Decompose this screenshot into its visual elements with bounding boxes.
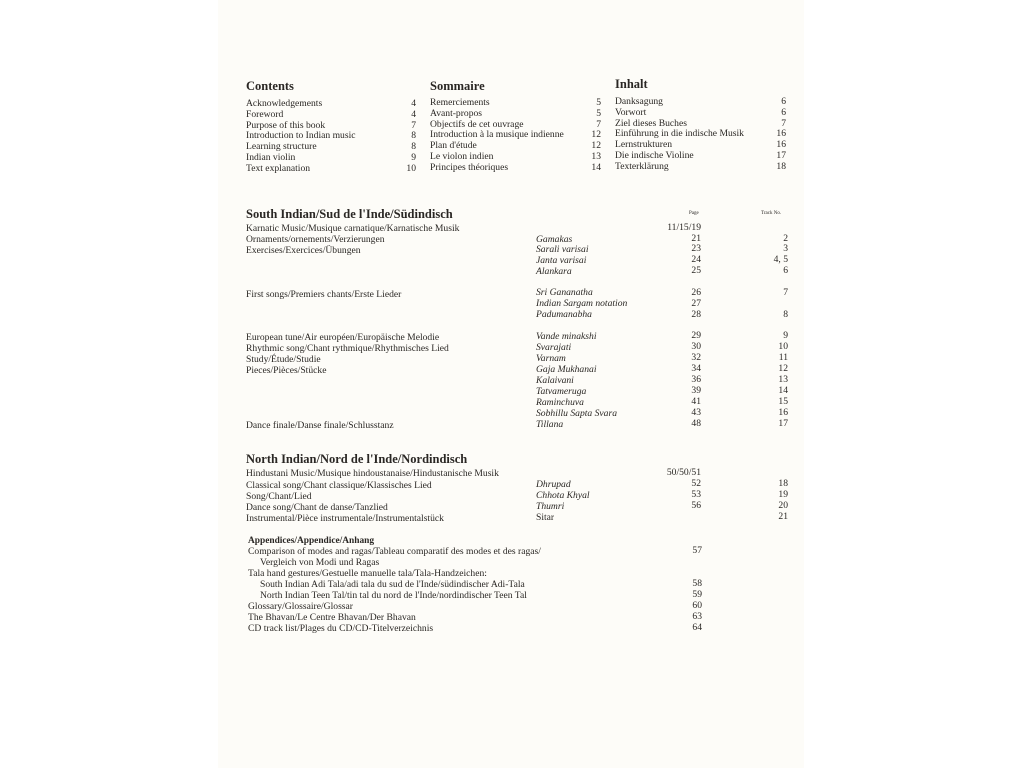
page-number: 53 xyxy=(691,489,701,500)
piece-title: Tillana xyxy=(536,419,564,430)
track-number: 17 xyxy=(778,418,788,429)
toc-fr-label: Objectifs de cet ouvrage xyxy=(430,119,524,130)
toc-de-page: 6 xyxy=(781,96,786,107)
piece-title: Alankara xyxy=(536,266,572,277)
document-page xyxy=(218,0,804,768)
page-number: 52 xyxy=(691,478,701,489)
toc-fr-page: 12 xyxy=(591,140,601,151)
appendix-entry: CD track list/Plages du CD/CD-Titelverzeichnis xyxy=(248,623,434,634)
page-number: 43 xyxy=(691,407,701,418)
page-number: 41 xyxy=(691,396,701,407)
appendix-entry: Glossary/Glossaire/Glossar xyxy=(248,601,353,612)
track-number: 7 xyxy=(783,287,788,298)
piece-title: Sarali varisai xyxy=(536,244,589,255)
page-number: 29 xyxy=(691,330,701,341)
appendix-entry: Tala hand gestures/Gestuelle manuelle tala/Tala-Handzeichen: xyxy=(248,568,487,579)
track-number: 12 xyxy=(778,363,788,374)
track-number: 3 xyxy=(783,243,788,254)
toc-de-page: 17 xyxy=(776,150,786,161)
piece-title: Janta varisai xyxy=(536,255,587,266)
track-number: 21 xyxy=(778,511,788,522)
page-number: 48 xyxy=(691,418,701,429)
contents-heading-en: Contents xyxy=(246,79,294,93)
toc-en-page: 4 xyxy=(411,98,416,109)
page-number: 27 xyxy=(691,298,701,309)
section-category: Exercises/Exercices/Übungen xyxy=(246,245,361,256)
page-number: 23 xyxy=(691,243,701,254)
section-category: Pieces/Pièces/Stücke xyxy=(246,365,327,376)
page-number: 30 xyxy=(691,341,701,352)
appendix-entry: South Indian Adi Tala/adi tala du sud de l'Inde/südindischer Adi-Tala xyxy=(260,579,525,590)
toc-en-label: Acknowledgements xyxy=(246,98,323,109)
toc-fr-page: 14 xyxy=(591,162,601,173)
page-number: 11/15/19 xyxy=(667,222,701,233)
toc-fr-page: 12 xyxy=(591,129,601,140)
page-number: 58 xyxy=(692,578,702,589)
appendix-entry: North Indian Teen Tal/tin tal du nord de l'Inde/nordindischer Teen Tal xyxy=(260,590,527,601)
piece-title: Thumri xyxy=(536,501,565,512)
section-category: Hindustani Music/Musique hindoustanaise/Hindustanische Musik xyxy=(246,468,499,479)
track-number: 10 xyxy=(778,341,788,352)
piece-title: Svarajati xyxy=(536,342,572,353)
toc-de-page: 7 xyxy=(781,118,786,129)
toc-de-label: Einführung in die indische Musik xyxy=(615,128,744,139)
section-category: First songs/Premiers chants/Erste Lieder xyxy=(246,289,402,300)
track-number: 18 xyxy=(778,478,788,489)
piece-title: Varnam xyxy=(536,353,566,364)
piece-title: Vande minakshi xyxy=(536,331,597,342)
toc-fr-page: 13 xyxy=(591,151,601,162)
track-number: 14 xyxy=(778,385,788,396)
appendices-heading: Appendices/Appendice/Anhang xyxy=(248,536,375,546)
page-number: 64 xyxy=(692,622,702,633)
page-number: 36 xyxy=(691,374,701,385)
appendix-entry: Comparison of modes and ragas/Tableau comparatif des modes et des ragas/ xyxy=(248,546,541,557)
toc-de-label: Lernstrukturen xyxy=(615,139,673,150)
toc-en-label: Indian violin xyxy=(246,152,296,163)
toc-en-label: Learning structure xyxy=(246,141,317,152)
toc-fr-label: Le violon indien xyxy=(430,151,494,162)
page-number: 59 xyxy=(692,589,702,600)
toc-en-label: Foreword xyxy=(246,109,284,120)
piece-title: Chhota Khyal xyxy=(536,490,590,501)
toc-fr-page: 5 xyxy=(596,108,601,119)
appendix-entry: Vergleich von Modi und Ragas xyxy=(260,557,380,568)
contents-heading-fr: Sommaire xyxy=(430,79,485,93)
toc-fr-label: Avant-propos xyxy=(430,108,483,119)
toc-de-page: 18 xyxy=(776,161,786,172)
south-indian-heading: South Indian/Sud de l'Inde/Südindisch xyxy=(246,207,453,221)
toc-en-page: 8 xyxy=(411,130,416,141)
piece-title: Tatvameruga xyxy=(536,386,587,397)
toc-en-page: 4 xyxy=(411,109,416,120)
track-number: 19 xyxy=(778,489,788,500)
section-category: Dance song/Chant de danse/Tanzlied xyxy=(246,502,388,513)
toc-en-label: Text explanation xyxy=(246,163,311,174)
toc-de-label: Ziel dieses Buches xyxy=(615,118,687,129)
track-column-header: Track No. xyxy=(761,211,782,216)
track-number: 13 xyxy=(778,374,788,385)
page-number: 25 xyxy=(691,265,701,276)
piece-title: Gaja Mukhanai xyxy=(536,364,597,375)
piece-title: Sitar xyxy=(536,512,555,523)
track-number: 15 xyxy=(778,396,788,407)
track-number: 20 xyxy=(778,500,788,511)
toc-en-page: 7 xyxy=(411,120,416,131)
track-number: 11 xyxy=(778,352,788,363)
section-category: European tune/Air européen/Europäische Melodie xyxy=(246,332,440,343)
north-indian-heading: North Indian/Nord de l'Inde/Nordindisch xyxy=(246,452,468,466)
page-number: 32 xyxy=(691,352,701,363)
toc-de-page: 16 xyxy=(776,128,786,139)
page-number: 57 xyxy=(692,545,702,556)
piece-title: Gamakas xyxy=(536,234,573,245)
page-number: 24 xyxy=(691,254,701,265)
piece-title: Dhrupad xyxy=(536,479,571,490)
section-category: Rhythmic song/Chant rythmique/Rhythmisches Lied xyxy=(246,343,449,354)
piece-title: Indian Sargam notation xyxy=(536,298,628,309)
piece-title: Padumanabha xyxy=(536,309,592,320)
section-category: Study/Étude/Studie xyxy=(246,354,321,365)
page-number: 28 xyxy=(691,309,701,320)
section-category: Classical song/Chant classique/Klassisches Lied xyxy=(246,480,432,491)
toc-de-label: Texterklärung xyxy=(615,161,669,172)
page-number: 60 xyxy=(692,600,702,611)
section-category: Song/Chant/Lied xyxy=(246,491,312,502)
toc-en-page: 10 xyxy=(406,163,416,174)
toc-de-label: Die indische Violine xyxy=(615,150,694,161)
toc-en-label: Introduction to Indian music xyxy=(246,130,356,141)
track-number: 9 xyxy=(783,330,788,341)
page-number: 63 xyxy=(692,611,702,622)
track-number: 16 xyxy=(778,407,788,418)
track-number: 4, 5 xyxy=(773,254,788,265)
track-number: 8 xyxy=(783,309,788,320)
track-number: 6 xyxy=(783,265,788,276)
toc-en-page: 8 xyxy=(411,141,416,152)
track-number: 2 xyxy=(783,233,788,244)
toc-de-label: Vorwort xyxy=(615,107,647,118)
piece-title: Raminchuva xyxy=(536,397,584,408)
toc-fr-page: 7 xyxy=(596,119,601,130)
piece-title: Kalaivani xyxy=(536,375,574,386)
toc-de-page: 16 xyxy=(776,139,786,150)
piece-title: Sobhillu Sapta Svara xyxy=(536,408,618,419)
toc-fr-label: Remerciements xyxy=(430,97,490,108)
section-category: Karnatic Music/Musique carnatique/Karnatische Musik xyxy=(246,223,460,234)
page-number: 50/50/51 xyxy=(666,467,701,478)
page-column-header: Page xyxy=(689,211,699,216)
toc-fr-label: Principes théoriques xyxy=(430,162,509,173)
section-category: Dance finale/Danse finale/Schlusstanz xyxy=(246,420,394,431)
toc-en-page: 9 xyxy=(411,152,416,163)
toc-de-label: Danksagung xyxy=(615,96,663,107)
page-number: 26 xyxy=(691,287,701,298)
page-number: 39 xyxy=(691,385,701,396)
page-number: 34 xyxy=(691,363,701,374)
section-category: Instrumental/Pièce instrumentale/Instrumentalstück xyxy=(246,513,444,524)
toc-fr-label: Introduction à la musique indienne xyxy=(430,129,564,140)
section-category: Ornaments/ornements/Verzierungen xyxy=(246,234,385,245)
toc-en-label: Purpose of this book xyxy=(246,120,326,131)
toc-fr-label: Plan d'étude xyxy=(430,140,477,151)
contents-heading-de: Inhalt xyxy=(615,77,648,91)
page-number: 21 xyxy=(691,233,701,244)
toc-de-page: 6 xyxy=(781,107,786,118)
piece-title: Sri Gananatha xyxy=(536,287,593,298)
appendix-entry: The Bhavan/Le Centre Bhavan/Der Bhavan xyxy=(248,612,416,623)
toc-fr-page: 5 xyxy=(596,97,601,108)
page-number: 56 xyxy=(691,500,701,511)
